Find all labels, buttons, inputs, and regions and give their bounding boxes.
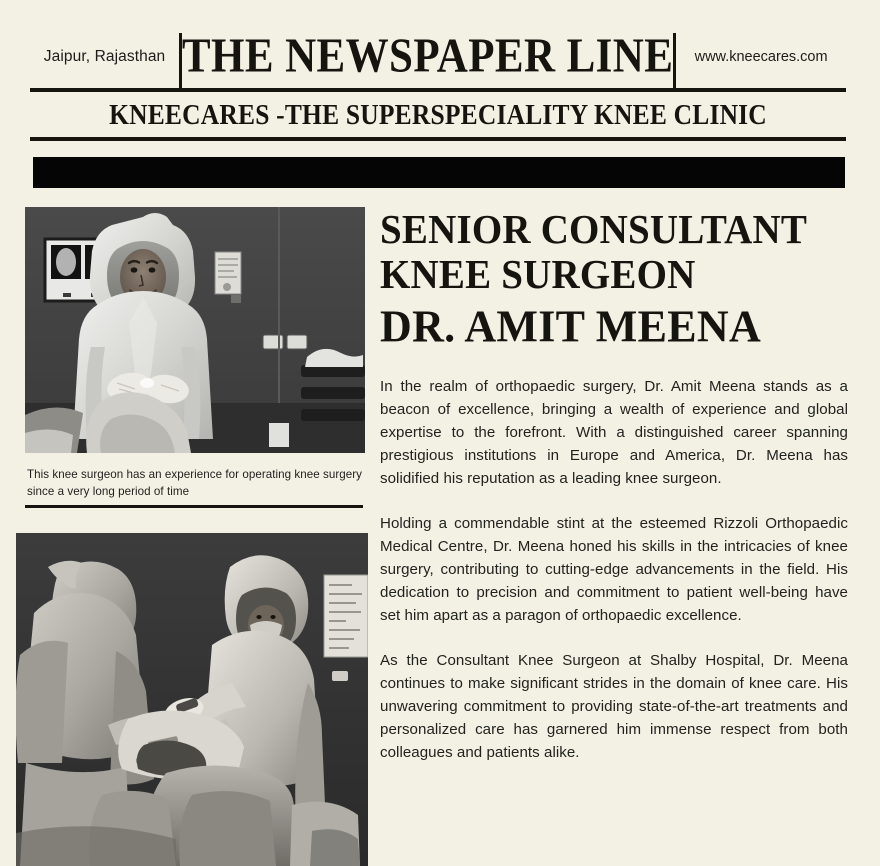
- article-paragraph-3: As the Consultant Knee Surgeon at Shalby Hospital, Dr. Meena continues to make significant strides in the domain of knee care. His unwavering commitment to providing state-of-the-art treatments and personalized care has garnered him immense respect from both colleagues and patients alike.: [380, 651, 848, 761]
- subtitle-block: [30, 93, 846, 137]
- caption-rule: [25, 505, 363, 508]
- article-paragraph-2: Holding a commendable stint at the esteemed Rizzoli Orthopaedic Medical Centre, Dr. Meena honed his skills in the intricacies of knee surgery, contributing to cutting-edge advancements in the field. His dedication to precision and commitment to patient well-being have set him apart as a paragon of orthopaedic excellence.: [380, 515, 848, 624]
- photo-surgery-in-progress: [16, 533, 368, 866]
- photo-surgery-in-progress-graphic: [16, 533, 368, 866]
- article-headline: [380, 206, 848, 352]
- article-paragraph-1: In the realm of orthopaedic surgery, Dr. Amit Meena stands as a beacon of excellence, bringing a wealth of experience and global expertise to the forefront. With a distinguished career spanning prestigious institutions in Europe and America, Dr. Meena has solidified his reputation as a leading knee surgeon.: [380, 378, 848, 488]
- masthead: [30, 28, 846, 90]
- black-banner-bar: [33, 157, 845, 188]
- masthead-location-block: [30, 28, 179, 90]
- newspaper-title: THE NEWSPAPER LINE: [181, 29, 674, 83]
- headline-line-1: SENIOR CONSULTANT: [380, 207, 808, 253]
- article-column: [380, 206, 848, 764]
- photo-surgeon-portrait-graphic: [25, 207, 365, 453]
- masthead-location: Jaipur, Rajasthan: [43, 48, 166, 65]
- masthead-website-block: [676, 28, 846, 90]
- headline-line-2: KNEE SURGEON: [380, 252, 696, 298]
- clinic-subtitle: KNEECARES -THE SUPERSPECIALITY KNEE CLINIC: [109, 98, 767, 131]
- article-body: [380, 376, 848, 764]
- masthead-title-block: [182, 28, 673, 90]
- photo-caption: This knee surgeon has an experience for operating knee surgery since a very long period of time: [27, 468, 363, 499]
- subtitle-rule: [30, 137, 846, 141]
- masthead-website[interactable]: www.kneecares.com: [694, 49, 828, 65]
- headline-line-3: DR. AMIT MEENA: [380, 301, 762, 353]
- photo-surgeon-portrait: [25, 207, 365, 453]
- masthead-rule: [30, 88, 846, 92]
